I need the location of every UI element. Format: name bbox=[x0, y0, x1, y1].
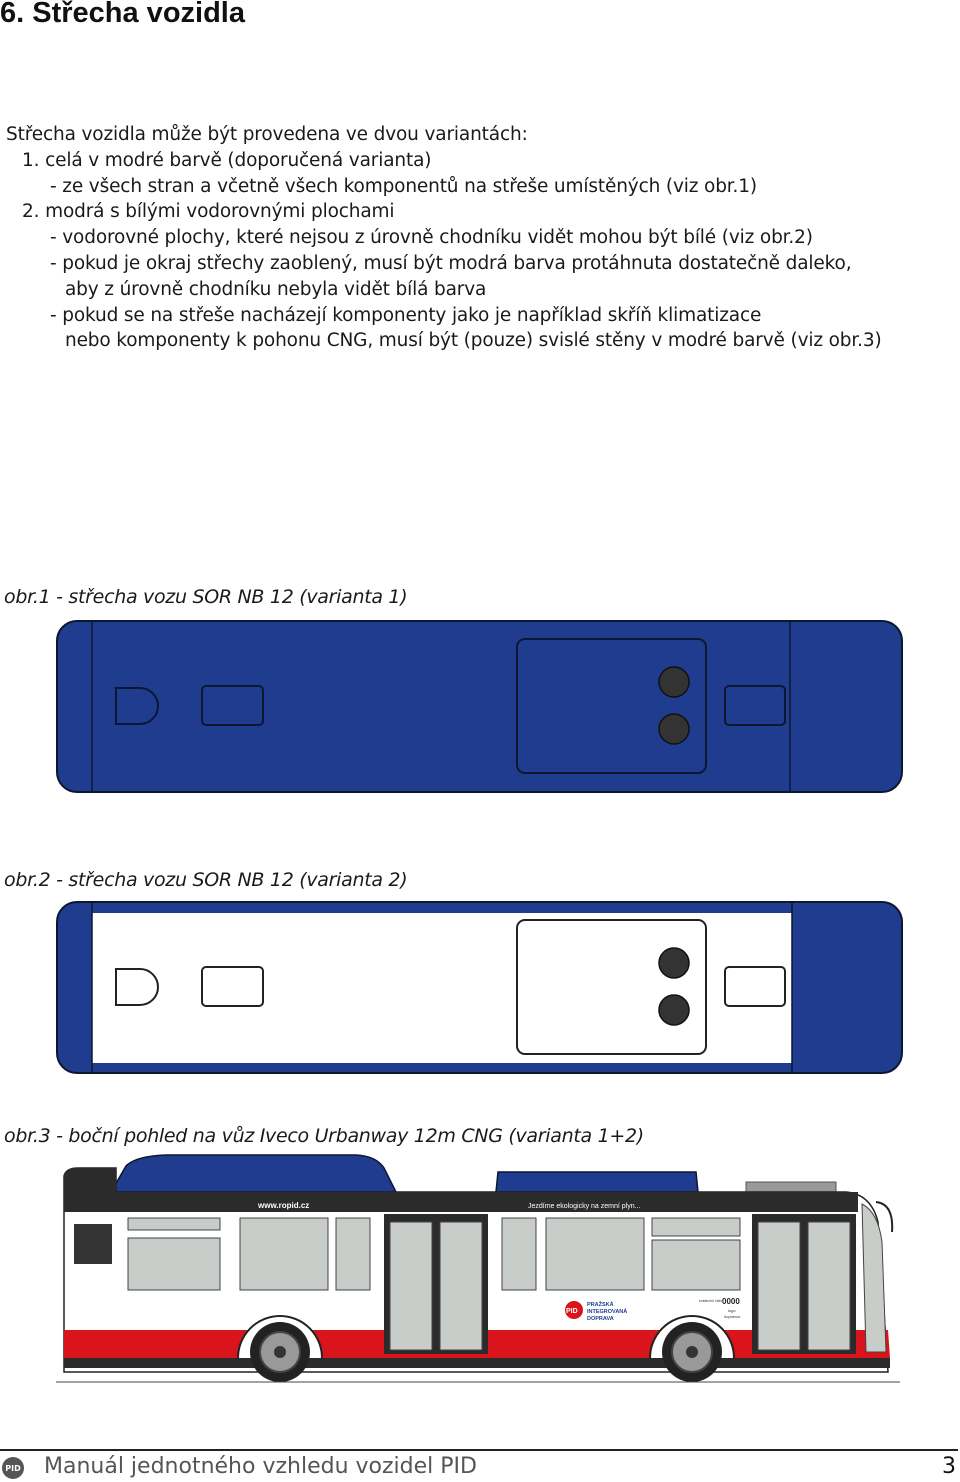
fleet-logo-label: logo bbox=[728, 1308, 736, 1313]
variant-2-detail-3: - pokud se na střeše nacházejí komponenty jako je například skříň klimatizace bbox=[50, 304, 762, 326]
roof-hatch-shape bbox=[116, 688, 158, 724]
front-door-left bbox=[758, 1222, 800, 1350]
window-top-6 bbox=[652, 1218, 740, 1236]
pid-logo-icon: PID bbox=[2, 1457, 24, 1479]
body-text bbox=[6, 122, 946, 354]
middle-door-left bbox=[390, 1222, 432, 1350]
window-top-1 bbox=[128, 1218, 220, 1230]
ac-fan-2 bbox=[659, 995, 689, 1025]
variant-2-detail-2-cont: aby z úrovně chodníku nebyla vidět bílá barva bbox=[65, 278, 487, 300]
roof-hatch bbox=[746, 1182, 836, 1192]
bumper-band bbox=[64, 1358, 890, 1368]
window-5 bbox=[546, 1218, 644, 1290]
ac-fan-1 bbox=[659, 948, 689, 978]
figure-3-caption: obr.3 - boční pohled na vůz Iveco Urbanway 12m CNG (varianta 1+2) bbox=[4, 1125, 644, 1147]
variant-1: 1. celá v modré barvě (doporučená varianta) bbox=[22, 149, 432, 171]
front-door-right bbox=[808, 1222, 850, 1350]
pid-logo-line1: PRAŽSKÁ bbox=[587, 1302, 614, 1308]
roof-variant-2-drawing bbox=[56, 901, 904, 1075]
pid-logo-line3: DOPRAVA bbox=[587, 1316, 614, 1322]
variant-2: 2. modrá s bílými vodorovnými plochami bbox=[22, 201, 395, 223]
intro-line: Střecha vozidla může být provedena ve dvou variantách: bbox=[6, 124, 528, 145]
engine-grille bbox=[74, 1224, 112, 1264]
ac-unit-box bbox=[517, 920, 706, 1054]
top-band bbox=[116, 1192, 858, 1212]
figure-2-caption: obr.2 - střecha vozu SOR NB 12 (varianta 2) bbox=[4, 869, 408, 891]
variant-2-detail-3-cont: nebo komponenty k pohonu CNG, musí být (pouze) svislé stěny v modré barvě (viz obr.3) bbox=[65, 330, 882, 352]
pid-logo-line2: INTEGROVANÁ bbox=[587, 1309, 628, 1315]
band-text-left: www.ropid.cz bbox=[258, 1201, 310, 1210]
roof-vent-rear bbox=[725, 967, 785, 1006]
figure-1-caption: obr.1 - střecha vozu SOR NB 12 (varianta 1) bbox=[4, 586, 408, 608]
footer-title: Manuál jednotného vzhledu vozidel PID bbox=[44, 1454, 477, 1479]
bus-side-view-drawing bbox=[56, 1152, 904, 1386]
roof-vent bbox=[202, 686, 263, 725]
page-number: 3 bbox=[942, 1454, 956, 1479]
variant-2-detail-1: - vodorovné plochy, které nejsou z úrovně chodníku vidět mohou být bílé (viz obr.2) bbox=[50, 227, 813, 249]
footer-rule bbox=[0, 1449, 958, 1451]
pid-logo-mark: PID bbox=[566, 1308, 578, 1315]
window-3 bbox=[336, 1218, 370, 1290]
ac-unit-box bbox=[517, 639, 706, 773]
fleet-label: evidenční číslo bbox=[699, 1299, 723, 1303]
variant-2-detail-2: - pokud je okraj střechy zaoblený, musí být modrá barva protáhnuta dostatečně daleko, bbox=[50, 252, 852, 274]
fleet-number: 0000 bbox=[722, 1297, 740, 1306]
roof-vent bbox=[202, 967, 263, 1006]
window-1 bbox=[128, 1238, 220, 1290]
variant-1-detail: - ze všech stran a včetně všech komponentů na střeše umístěných (viz obr.1) bbox=[50, 175, 757, 197]
cng-tank-cover bbox=[111, 1155, 396, 1192]
roof-hatch-shape bbox=[116, 969, 158, 1005]
roof-vent-rear bbox=[725, 686, 785, 725]
ac-unit-cover bbox=[496, 1172, 698, 1192]
windshield bbox=[862, 1204, 886, 1352]
window-4 bbox=[502, 1218, 536, 1290]
ac-fan-2 bbox=[659, 714, 689, 744]
page-heading: 6. Střecha vozidla bbox=[0, 0, 245, 29]
window-2 bbox=[240, 1218, 328, 1290]
middle-door-right bbox=[440, 1222, 482, 1350]
fleet-operator-label: dopravce bbox=[724, 1314, 741, 1319]
band-text-right: Jezdíme ekologicky na zemní plyn... bbox=[528, 1203, 641, 1210]
roof-variant-1-drawing bbox=[56, 620, 904, 794]
ac-fan-1 bbox=[659, 667, 689, 697]
window-6 bbox=[652, 1240, 740, 1290]
